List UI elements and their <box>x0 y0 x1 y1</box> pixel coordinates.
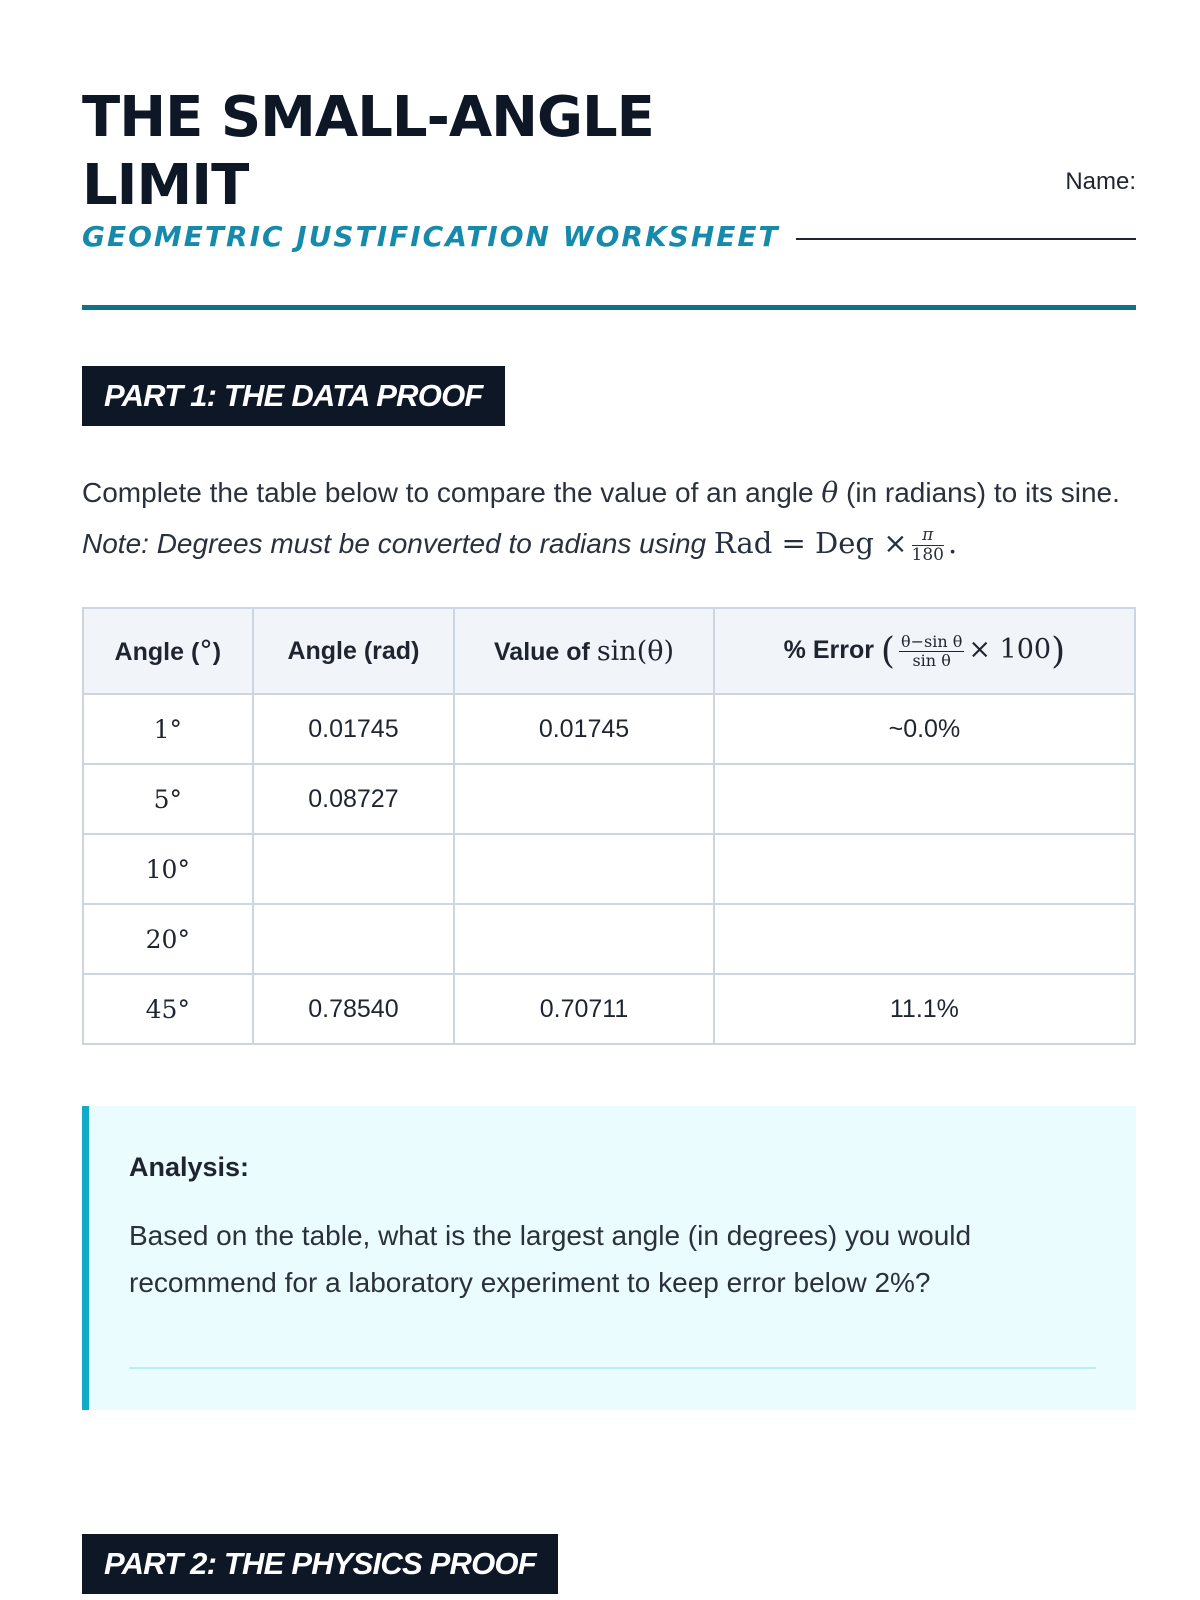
table-row-45-degrees <box>83 974 1135 1044</box>
instruction-text-continued: (in radians) to its sine. <box>846 477 1120 508</box>
degree-symbol: ° <box>199 635 213 667</box>
percent-error-cell: ~0.0% <box>714 694 1135 764</box>
angle-radians-answer-cell[interactable] <box>253 904 455 974</box>
pi-over-180-fraction <box>912 527 944 564</box>
percent-error-answer-cell[interactable] <box>714 834 1135 904</box>
worksheet-header <box>82 84 1136 254</box>
error-fraction-denominator: sin θ <box>912 650 951 670</box>
worksheet-subtitle: GEOMETRIC JUSTIFICATION WORKSHEET <box>82 220 780 253</box>
sine-value-cell: 0.70711 <box>454 974 714 1044</box>
right-parenthesis: ) <box>1051 630 1066 672</box>
table-row-10-degrees <box>83 834 1135 904</box>
table-row-20-degrees <box>83 904 1135 974</box>
angle-radians-cell: 0.78540 <box>253 974 455 1044</box>
analysis-answer-line[interactable] <box>129 1367 1096 1369</box>
header-text: Angle (rad) <box>287 636 420 665</box>
angle-radians-cell: 0.01745 <box>253 694 455 764</box>
error-fraction-numerator: θ−sin θ <box>900 631 963 651</box>
sine-value-cell: 0.01745 <box>454 694 714 764</box>
sine-expression: sin(θ) <box>596 635 675 667</box>
conversion-formula: Rad = Deg × <box>713 526 908 560</box>
angle-radians-answer-cell[interactable] <box>253 834 455 904</box>
name-label: Name: <box>1065 168 1136 195</box>
part-2-label: PART 2: THE PHYSICS PROOF <box>82 1534 558 1594</box>
sine-value-answer-cell[interactable] <box>454 834 714 904</box>
percent-error-answer-cell[interactable] <box>714 904 1135 974</box>
header-text-end: ) <box>212 637 222 666</box>
header-text: Angle ( <box>114 637 200 666</box>
small-angle-data-table <box>82 607 1136 1045</box>
analysis-question: Based on the table, what is the largest angle (in degrees) you would recommend for a laboratory experiment to keep error below 2%? <box>129 1220 972 1298</box>
fraction-numerator: π <box>912 527 944 546</box>
header-angle-radians <box>253 608 455 694</box>
sine-value-answer-cell[interactable] <box>454 764 714 834</box>
header-percent-error <box>714 608 1135 694</box>
header-text: % Error <box>783 635 881 664</box>
angle-degrees-cell: 1° <box>83 694 253 764</box>
fraction-denominator: 180 <box>911 545 944 566</box>
table-header-row <box>83 608 1135 694</box>
theta-symbol: θ <box>821 476 839 509</box>
error-fraction <box>899 631 964 670</box>
worksheet-title: THE SMALL-ANGLE LIMIT <box>82 85 654 218</box>
percent-error-answer-cell[interactable] <box>714 764 1135 834</box>
angle-degrees-cell: 45° <box>83 974 253 1044</box>
header-divider <box>82 305 1136 310</box>
table-row-5-degrees <box>83 764 1135 834</box>
header-angle-degrees <box>83 608 253 694</box>
part-1-label: PART 1: THE DATA PROOF <box>82 366 505 426</box>
conversion-note: Note: Degrees must be converted to radians using <box>82 528 707 559</box>
angle-degrees-cell: 20° <box>83 904 253 974</box>
table-row-1-degree <box>83 694 1135 764</box>
analysis-box <box>82 1106 1136 1410</box>
sine-value-answer-cell[interactable] <box>454 904 714 974</box>
percent-error-cell: 11.1% <box>714 974 1135 1044</box>
times-one-hundred: × 100 <box>968 633 1052 665</box>
angle-degrees-cell: 10° <box>83 834 253 904</box>
formula-period: . <box>947 526 958 560</box>
angle-radians-cell: 0.08727 <box>253 764 455 834</box>
header-text: Value of <box>494 637 597 666</box>
left-parenthesis: ( <box>880 630 895 672</box>
analysis-title: Analysis: <box>129 1152 250 1182</box>
instruction-text: Complete the table below to compare the value of an angle <box>82 477 814 508</box>
part-1-instructions <box>82 468 1142 569</box>
angle-degrees-cell: 5° <box>83 764 253 834</box>
header-sine-value <box>454 608 714 694</box>
name-answer-line[interactable] <box>796 238 1136 240</box>
